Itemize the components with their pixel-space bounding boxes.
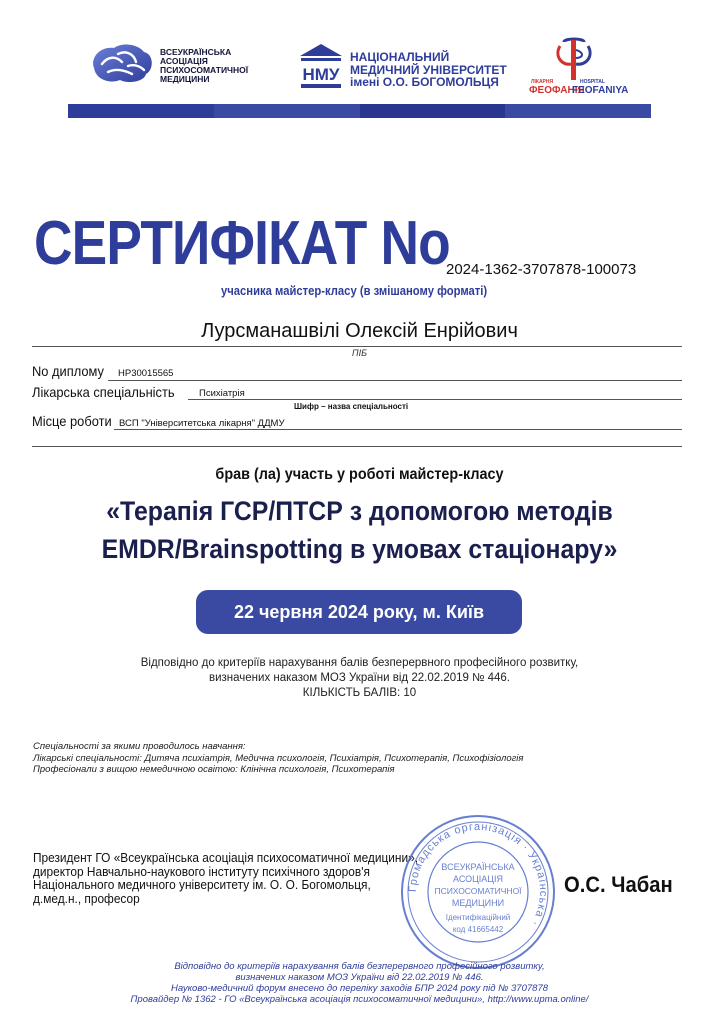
stamp-ring-text: Громадська організація · Українська · [406,820,550,929]
stamp-text: ПСИХОСОМАТИЧНОЇ [434,886,522,896]
signatory-position [33,852,432,906]
points-line: КІЛЬКІСТЬ БАЛІВ: 10 [302,687,417,699]
signer-name: О.С. Чабан [564,872,673,897]
certificate-subtitle: учасника майстер-класу (в змішаному форматі) [221,284,488,298]
stamp-text: АСОЦІАЦІЯ [453,874,503,884]
footer-line: визначених наказом МОЗ України від 22.02.2019 № 446. [235,972,484,983]
header-bar-segment [360,104,506,118]
university-logo-text: НАЦІОНАЛЬНИЙ МЕДИЧНИЙ УНІВЕРСИТЕТ імені О.О. БОГОМОЛЬЦЯ [350,50,507,90]
signatory-line: Національного медичного університету ім. О. О. Богомольця, [33,878,371,892]
event-title: «Терапія ГСР/ПТСР з допомогою методів EMDR/Brainspotting в умовах стаціонару» [101,496,618,564]
diploma-underline [108,380,682,381]
association-logo-icon [88,42,156,86]
footer-line: Науково-медичний форум внесено до переліку заходів БПР 2024 року під № 3707878 [170,983,549,994]
university-emblem-icon [298,42,344,90]
diploma-label: No диплому [32,363,105,379]
header-bar-segment [505,104,651,118]
name-caption: ПІБ [352,348,367,358]
hospital-label-ua-small: ЛІКАРНЯ [531,79,554,85]
official-stamp-icon [398,812,558,972]
name-underline [32,346,682,347]
specialty-underline [188,399,682,400]
stamp-text: МЕДИЦИНИ [451,898,505,908]
specialty-label: Лікарська спеціальність [32,384,175,400]
criteria-line: визначених наказом МОЗ України від 22.02.2019 № 446. [208,672,511,684]
workplace-value: ВСП "Університетська лікарня" ДДМУ [119,418,285,429]
footer-line: Відповідно до критеріїв нарахування балів безперервного професійного розвитку, [174,961,545,972]
stamp-text: ВСЕУКРАЇНСЬКА [441,862,515,872]
specialties-nonmedical: Професіонали з вищою немедичною освітою: Клінічна психологія, Психотерапія [33,764,395,775]
hospital-logo-icon [554,36,594,82]
event-intro: брав (ла) участь у роботі майстер-класу [215,466,504,483]
event-date-badge: 22 червня 2024 року, м. Київ [196,590,522,634]
footer-line: Провайдер № 1362 - ГО «Всеукраїнська асоціація психосоматичної медицини», http://www.upma.online/ [130,994,589,1005]
hospital-label-en: FEOFANIYA [572,85,629,96]
signatory-line: директор Навчально-наукового інституту психічного здоров'я [33,864,370,879]
certificate-number: 2024-1362-3707878-100073 [446,261,637,278]
criteria-line: Відповідно до критеріїв нарахування балів безперервного професійного розвитку, [140,657,579,669]
association-logo-text: ВСЕУКРАЇНСЬКА АСОЦІАЦІЯ ПСИХОСОМАТИЧНОЇ МЕДИЦИНИ [160,47,249,84]
header-bar-segment [214,104,360,118]
specialty-caption: Шифр – назва спеціальності [294,402,409,411]
specialty-value: Психіатрія [199,388,245,399]
signatory-line: Президент ГО «Всеукраїнська асоціація психосоматичної медицини», [33,851,419,865]
diploma-value: НР30015565 [118,368,174,379]
criteria-block [0,656,719,701]
university-emblem-text: НМУ [302,65,340,84]
header-bar-segment [68,104,214,118]
signatory-line: д.мед.н., професор [33,891,140,906]
workplace-underline [114,429,682,430]
extra-underline [32,446,682,447]
workplace-label: Місце роботи [32,413,112,429]
header-color-bar [68,104,651,118]
certificate-title: СЕРТИФІКАТ No [34,209,450,278]
hospital-label-en-small: HOSPITAL [580,79,605,85]
participant-name: Лурсманашвілі Олексій Енрійович [201,320,518,342]
stamp-text: код 41665442 [452,925,504,934]
footer-block [0,961,719,1005]
hospital-label-ua: ФЕОФАНІЯ [529,85,585,96]
specialties-medical: Лікарські спеціальності: Дитяча психіатрія, Медична психологія, Психіатрія, Психотерапія, Психофізіологія [33,752,524,764]
specialties-heading: Спеціальності за якими проводилось навчання: [33,741,246,752]
specialties-block [33,741,523,776]
stamp-text: Ідентифікаційний [445,913,511,922]
